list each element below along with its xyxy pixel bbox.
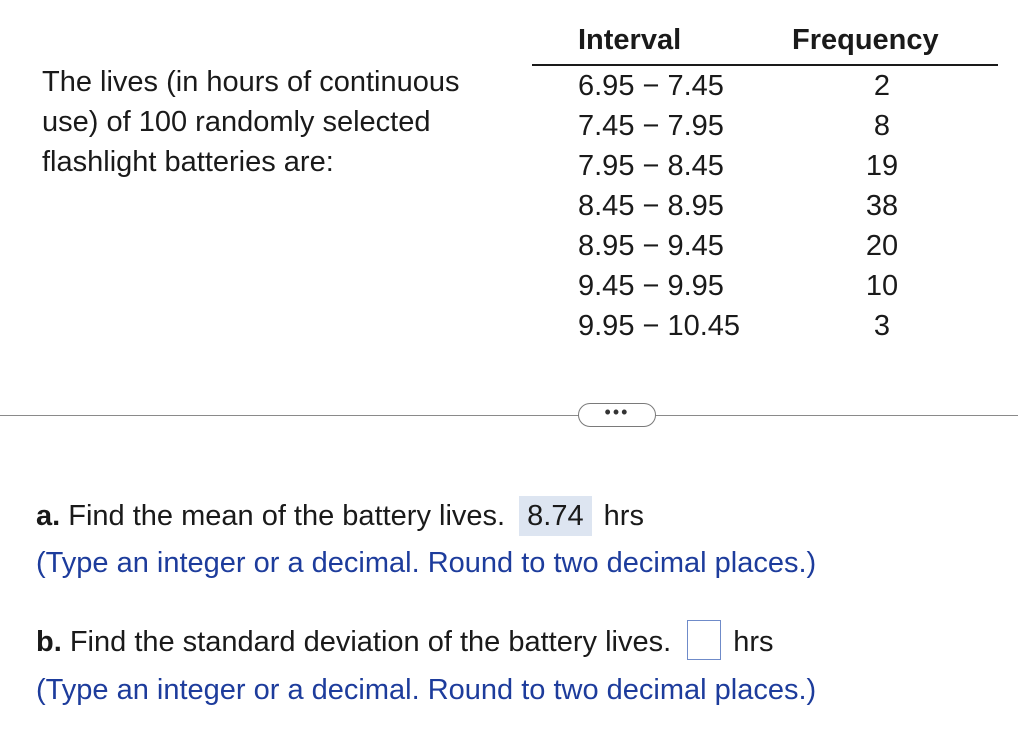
header-frequency: Frequency [792, 24, 939, 56]
header-interval: Interval [578, 24, 682, 56]
interval-cell: 9.95 − 10.45 [578, 310, 741, 342]
question-b [36, 622, 774, 662]
intro-line-2: use) of 100 randomly selected [42, 106, 431, 138]
interval-cell: 6.95 − 7.45 [578, 70, 724, 102]
table-row [532, 106, 998, 146]
table-row [532, 146, 998, 186]
interval-cell: 8.95 − 9.45 [578, 230, 724, 262]
interval-cell: 8.45 − 8.95 [578, 190, 724, 222]
more-options-button[interactable]: ••• [578, 403, 656, 427]
intro-line-1: The lives (in hours of continuous [42, 66, 460, 98]
question-b-unit: hrs [733, 626, 774, 658]
interval-cell: 7.45 − 7.95 [578, 110, 724, 142]
question-b-label: b. [36, 626, 62, 658]
question-b-instruction: (Type an integer or a decimal. Round to two decimal places.) [36, 674, 817, 706]
table-row [532, 306, 998, 346]
table-row [532, 66, 998, 106]
frequency-cell: 38 [865, 190, 899, 222]
std-dev-answer-input[interactable] [687, 620, 721, 660]
interval-cell: 7.95 − 8.45 [578, 150, 724, 182]
question-a-instruction: (Type an integer or a decimal. Round to two decimal places.) [36, 547, 817, 579]
frequency-cell: 10 [865, 270, 899, 302]
question-a [36, 496, 644, 536]
frequency-cell: 3 [873, 310, 891, 342]
frequency-cell: 19 [865, 150, 899, 182]
intro-line-3: flashlight batteries are: [42, 146, 334, 178]
frequency-cell: 20 [865, 230, 899, 262]
question-a-text: Find the mean of the battery lives. [68, 500, 506, 532]
table-row [532, 266, 998, 306]
frequency-cell: 2 [873, 70, 891, 102]
table-header [532, 20, 998, 66]
frequency-cell: 8 [873, 110, 891, 142]
frequency-table [532, 20, 998, 346]
question-b-text: Find the standard deviation of the battery lives. [69, 626, 672, 658]
table-row [532, 186, 998, 226]
table-row [532, 226, 998, 266]
section-divider [0, 415, 1018, 416]
interval-cell: 9.45 − 9.95 [578, 270, 724, 302]
problem-intro [42, 62, 532, 182]
question-a-unit: hrs [603, 500, 644, 532]
question-a-label: a. [36, 500, 61, 532]
mean-answer-field[interactable]: 8.74 [519, 496, 591, 536]
